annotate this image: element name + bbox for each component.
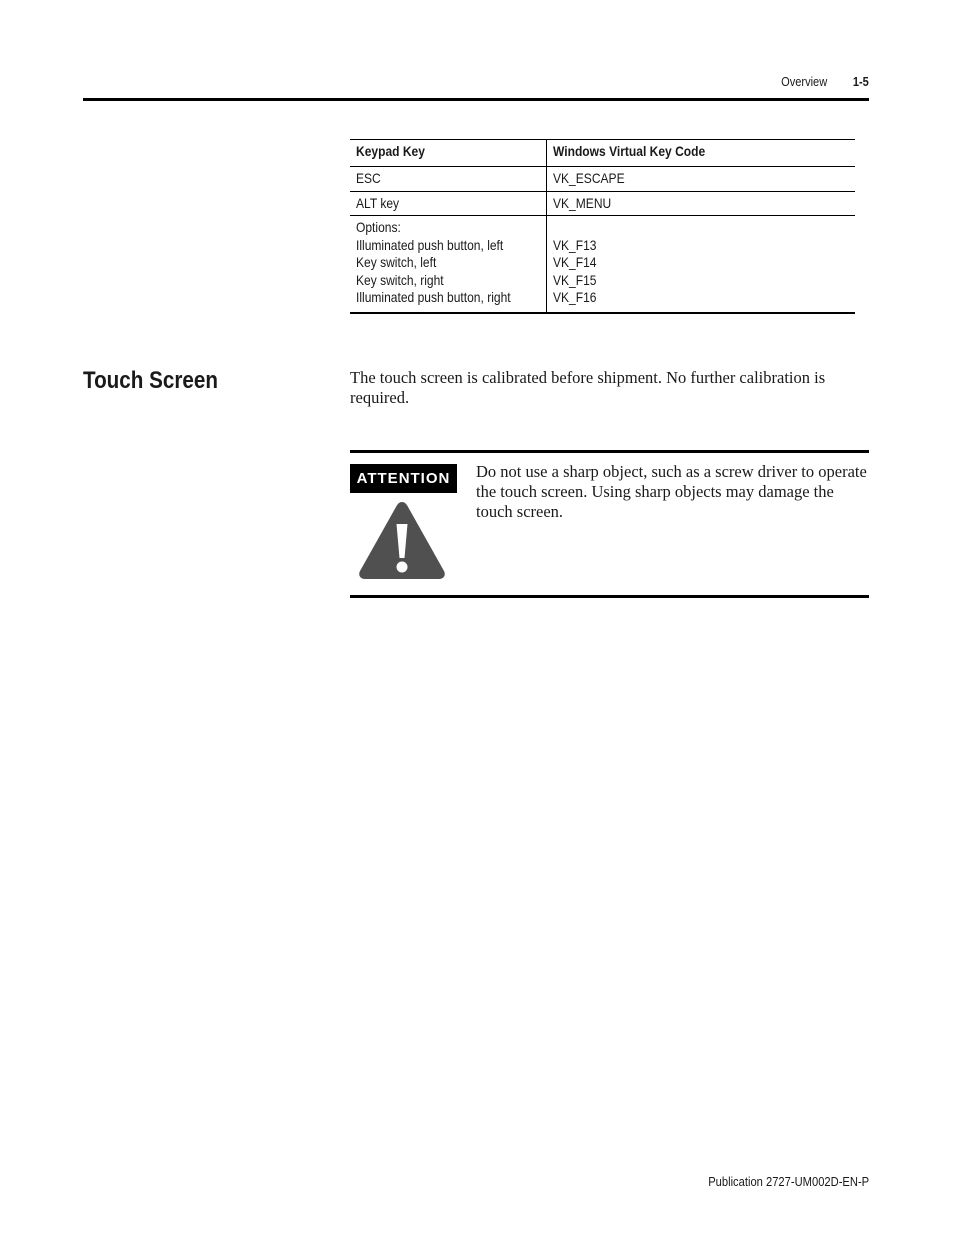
- options-codes-cell: [547, 216, 856, 313]
- header-page-number: 1-5: [853, 74, 869, 89]
- header-section-title: Overview: [780, 74, 827, 89]
- option-key: Illuminated push button, right: [356, 289, 511, 305]
- keypad-key-cell: ESC: [350, 167, 547, 192]
- options-keys-cell: [350, 216, 547, 313]
- option-code: VK_F14: [553, 254, 597, 270]
- key-code-cell: VK_MENU: [547, 191, 856, 216]
- attention-notice: [350, 450, 869, 598]
- table-row: [350, 167, 855, 192]
- page-header: [83, 72, 869, 101]
- warning-triangle-icon: [357, 498, 447, 582]
- table-header-row: [350, 140, 855, 167]
- section-title-touch-screen: Touch Screen: [83, 367, 218, 394]
- option-key: Illuminated push button, left: [356, 236, 504, 253]
- publication-number: Publication 2727-UM002D-EN-P: [708, 1174, 869, 1189]
- attention-text: Do not use a sharp object, such as a screw driver to operate the touch screen. Using sharp objects may damage the touch screen.: [476, 462, 867, 521]
- attention-label: ATTENTION: [350, 464, 457, 493]
- option-code: VK_F16: [553, 289, 597, 305]
- table-row: [350, 191, 855, 216]
- option-key: Key switch, right: [356, 271, 444, 288]
- option-code: VK_F13: [553, 236, 597, 253]
- option-code: VK_F15: [553, 271, 597, 288]
- keypad-key-cell: ALT key: [350, 191, 547, 216]
- keypad-key-table: [350, 139, 855, 314]
- touch-screen-body-text: The touch screen is calibrated before shipment. No further calibration is required.: [350, 368, 826, 407]
- options-label: Options:: [356, 219, 401, 235]
- key-code-cell: VK_ESCAPE: [547, 167, 856, 192]
- column-header-keypad-key: Keypad Key: [350, 140, 547, 167]
- column-header-virtual-key-code: Windows Virtual Key Code: [547, 140, 856, 167]
- option-key: Key switch, left: [356, 254, 437, 270]
- table-row-options: [350, 216, 855, 313]
